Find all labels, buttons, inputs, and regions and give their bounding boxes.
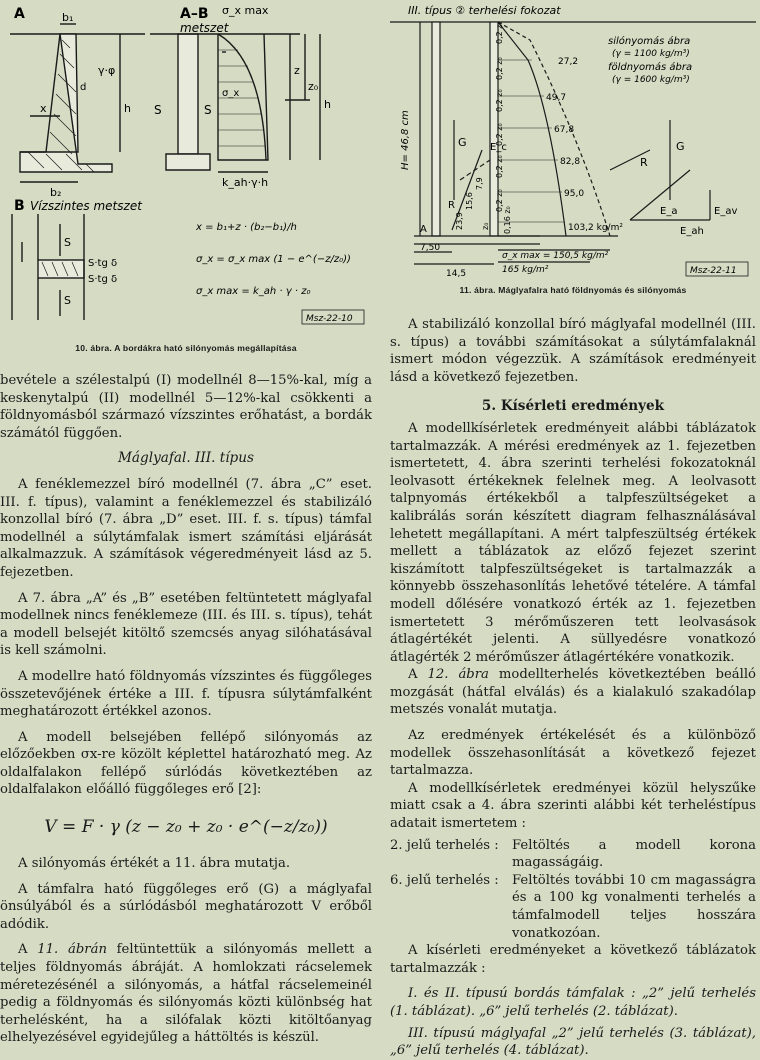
fig11-legend-fold: földnyomás ábra bbox=[608, 62, 693, 73]
fig10-label-stg2: S·tg δ bbox=[88, 274, 118, 285]
left-paragraph-3: A 7. ábra „A” és „B” esetében feltüntetett máglyafal modellnek nincs fenéklemeze (III. és III. s. típus), tehát a modell belsejét kitöltő szemcsés anyag silóhatásával is kell számolni. bbox=[0, 590, 372, 659]
p8-pre: A bbox=[18, 942, 38, 958]
fig11-legend-silo: silónyomás ábra bbox=[608, 36, 691, 47]
fig10-label-metszet: metszet bbox=[180, 21, 229, 35]
right-paragraph-2: A modellkísérletek eredményeit alábbi táblázatok tartalmazzák. A mérési eredmények az 1. fejezetben ismertetett, 4. ábra szerinti terhelési fokozatoknál leolvasott értékeknek felelnek meg. A leolvasott talpnyomás értékekből a talpfeszültségeket a kalibrálás során készített diagram felhasználásával lehetett megállapítani. A mért talpfeszültség értékek mellett a táblázatok az előző fejezet szerint kiszámított talpfeszültségeket is tartalmazzák a könnyebb összehasonlítás lehetővé tételére. A támfal modell dőlésére vonatkozó érték az 1. fejezetben ismertetett 3 mérőműszeren tett leolvasások átlagértékét jelenti. A süllyedésre vonatkozó átlagérték 2 mérőműszer átlagértékére vonatkozik. bbox=[390, 420, 756, 665]
fig11-z02-1: 0,2 z₀ bbox=[495, 21, 504, 44]
fig11-force-eav: E_av bbox=[714, 206, 738, 217]
left-column bbox=[0, 0, 372, 1047]
fig10-label-z0: z₀ bbox=[308, 80, 319, 93]
fig11-legend-silo-gamma: (γ = 1100 kg/m³) bbox=[612, 49, 690, 59]
fig11-value-4: 82,8 bbox=[560, 157, 581, 167]
fig11-depth-labels bbox=[455, 21, 512, 234]
fig11-value-2: 49,7 bbox=[546, 93, 567, 103]
fig10-label-a: A bbox=[14, 6, 25, 22]
definition-key: 6. jelű terhelés : bbox=[390, 872, 499, 888]
fig10-label-s4: S bbox=[64, 294, 71, 307]
p3-pre: A bbox=[408, 667, 428, 683]
right-paragraph-8: III. típusú máglyafal „2” jelű terhelés (3. táblázat), „6” jelű terhelés (4. táblázat). bbox=[390, 1025, 756, 1059]
fig11-force-r2: R bbox=[640, 156, 648, 169]
fig11-legend-fold-gamma: (γ = 1600 kg/m³) bbox=[612, 75, 690, 85]
fig10-eq3: σ_x max = k_ah · γ · z₀ bbox=[196, 286, 311, 297]
fig11-h-total: H= 46,8 cm bbox=[400, 110, 411, 170]
right-paragraph-4: Az eredmények értékelését és a különböző modellek összehasonlítását a következő fejezet tartalmazza. bbox=[390, 728, 756, 779]
fig11-z02-2: 0,2 z₀ bbox=[495, 57, 504, 80]
fig10-label-h: h bbox=[124, 102, 131, 115]
fig10-label-kah: k_ah·γ·h bbox=[222, 176, 269, 189]
left-paragraph-2: A fenéklemezzel bíró modellnél (7. ábra „C” eset. III. f. típus), valamint a fenéklemezzel és stabilizáló konzollal bíró (7. ábra „D” eset. III. f. s. típus) támfal modellnél a súlytámfalak ismert számítási eljárását alkalmazzuk. A számítások végeredményeit lásd az 5. fejezetben. bbox=[0, 476, 372, 580]
fig10-label-b: B bbox=[14, 198, 25, 214]
definition-value: Feltöltés a modell korona magasságáig. bbox=[512, 837, 756, 871]
fig10-label-vizszintes: Vízszintes metszet bbox=[30, 199, 142, 213]
right-paragraph-6: A kísérleti eredményeket a következő táblázatok tartalmazzák : bbox=[390, 943, 756, 976]
right-paragraph-5: A modellkísérletek eredményei közül helyszűke miatt csak a 4. ábra szerinti alábbi két terheléstípus adatait ismertetem : bbox=[390, 780, 756, 832]
fig11-title: III. típus ② terhelési fokozat bbox=[408, 4, 561, 17]
fig10-label-z: z bbox=[294, 64, 300, 77]
silo-formula: V = F · γ (z − z₀ + z₀ · e^(−z/z₀)) bbox=[44, 817, 328, 838]
fig10-label-x: x bbox=[40, 102, 47, 115]
fig10-label-sigma-xmax: σ_x max bbox=[222, 4, 269, 17]
left-paragraph-6: A silónyomás értékét a 11. ábra mutatja. bbox=[18, 856, 291, 872]
fig10-label-gamma-phi: γ·φ bbox=[98, 64, 116, 77]
fig11-value-5: 95,0 bbox=[564, 189, 585, 199]
definition-value: Feltöltés további 10 cm magasságra és a 100 kg vonalmenti terhelés a támfalmodell teljes hosszára vonatkozóan. bbox=[512, 872, 756, 941]
left-paragraph-1: bevétele a szélestalpú (I) modellnél 8—15%-kal, míg a keskenytalpú (II) modellnél 5—12%-kal csökkenti a földnyomásból származó vízszintes erőhatást, a bordák számától függően. bbox=[0, 373, 372, 441]
fig11-force-eah: E_ah bbox=[680, 226, 704, 237]
fig10-label-b1: b₁ bbox=[62, 11, 74, 24]
fig11-point-a: A bbox=[420, 224, 427, 235]
p3-post: modellterhelés következtében beálló mozgását (hátfal elválás) és a kialakuló szakadólap metszés vonalát mutatja. bbox=[390, 667, 756, 718]
fig11-z02-4: 0,2 z₀ bbox=[495, 123, 504, 146]
p8-post: feltüntettük a silónyomás mellett a teljes földnyomás ábráját. A homlokzati rácselemek méretezésénél a silónyomás, a hátfal rácselemeinél pedig a földnyomás és silónyomás közti különbség hat terhelésként, ha a silófalak közti kitöltőanyag elhelyezésével egyidejűleg a háttöltés is készül. bbox=[0, 942, 372, 1046]
figure-11-caption: 11. ábra. Máglyafalra ható földnyomás és silónyomás bbox=[459, 285, 687, 295]
fig11-stamp: Msz-22-11 bbox=[690, 266, 737, 276]
fig11-force-ea: E_a bbox=[660, 206, 678, 217]
fig11-force-r1: R bbox=[448, 200, 455, 211]
fig10-label-stg1: S·tg δ bbox=[88, 258, 118, 269]
figure-10 bbox=[0, 0, 372, 372]
fig10-label-s3: S bbox=[64, 236, 71, 249]
left-paragraph-7: A támfalra ható függőleges erő (G) a máglyafal önsúlyából és a súrlódásból meghatározott V erőből adódik. bbox=[0, 881, 372, 932]
fig11-value-7: 165 kg/m² bbox=[502, 265, 549, 275]
definition-row bbox=[390, 872, 756, 942]
right-heading: 5. Kísérleti eredmények bbox=[481, 398, 665, 415]
right-paragraph-1: A stabilizáló konzollal bíró máglyafal modellnél (III. s. típus) a további számításokat a súlytámfalaknál ismert módon végezzük. A számítások eredményeit lásd a következő fejezetben. bbox=[390, 317, 756, 385]
fig11-height-2: 15,6 bbox=[465, 192, 474, 210]
fig11-value-6: 103,2 kg/m² bbox=[568, 223, 623, 233]
definition-key: 2. jelű terhelés : bbox=[390, 837, 499, 853]
fig11-height-3: 23,9 bbox=[455, 212, 464, 230]
fig10-label-s1: S bbox=[154, 103, 162, 117]
fig11-force-g1: G bbox=[458, 136, 467, 149]
fig10-eq1: x = b₁+z · (b₂−b₁)/h bbox=[196, 222, 297, 233]
fig10-label-h2: h bbox=[324, 98, 331, 111]
fig11-z02-5: 0,2 z₀ bbox=[495, 155, 504, 178]
fig11-force-ec: E_c bbox=[490, 142, 507, 153]
p8-figure-ref: 11. ábrán bbox=[37, 942, 107, 958]
figure-11 bbox=[390, 0, 756, 316]
fig10-label-s2: S bbox=[204, 103, 212, 117]
fig11-sigma-max: σ_x max = 150,5 kg/m² bbox=[502, 251, 609, 261]
definition-row bbox=[390, 837, 756, 872]
load-definitions bbox=[390, 837, 756, 943]
fig10-label-sigma-x: σ_x bbox=[222, 88, 240, 99]
right-column bbox=[390, 0, 756, 1060]
fig11-value-1: 27,2 bbox=[558, 57, 579, 67]
figure-10-drawing bbox=[0, 0, 372, 352]
figure-10-caption: 10. ábra. A bordákra ható silónyomás megállapítása bbox=[75, 343, 297, 353]
left-paragraph-8 bbox=[0, 941, 372, 1047]
right-paragraph-3 bbox=[390, 666, 756, 719]
right-paragraph-7: I. és II. típusú bordás támfalak : „2” jelű terhelés (1. táblázat). „6” jelű terhelés (2. táblázat). bbox=[390, 986, 756, 1019]
fig11-z02-6: 0,2 z₀ bbox=[495, 189, 504, 212]
fig10-stamp: Msz-22-10 bbox=[306, 314, 353, 324]
left-paragraph-4: A modellre ható földnyomás vízszintes és függőleges összetevőjének értéke a III. f. típusra súlytámfalként meghatározott értékkel azonos. bbox=[0, 668, 372, 720]
fig10-eq2: σ_x = σ_x max (1 − e^(−z/z₀)) bbox=[196, 254, 351, 265]
fig11-dim-750: 7,50 bbox=[420, 243, 441, 253]
fig11-dim-145: 14,5 bbox=[446, 269, 467, 279]
left-heading: Máglyafal. III. típus bbox=[118, 450, 254, 467]
p3-figure-ref: 12. ábra bbox=[427, 667, 489, 683]
fig11-z0: z₀ bbox=[481, 222, 490, 230]
fig10-label-ab: A–B bbox=[180, 6, 209, 22]
fig11-value-3: 67,8 bbox=[554, 125, 575, 135]
left-paragraph-5: A modell belsejében fellépő silónyomás az előzőekben σx-re közölt képlettel határozható meg. Az oldalfalakon fellépő súrlódás következtében az oldalfalakon előálló függőleges erő [2]: bbox=[0, 729, 372, 798]
fig11-height-1: 7,9 bbox=[475, 177, 484, 190]
fig11-z016: 0,16 z₀ bbox=[503, 206, 512, 234]
fig11-force-g2: G bbox=[676, 140, 685, 153]
fig10-label-dz: d bbox=[80, 82, 87, 93]
fig10-label-b2: b₂ bbox=[50, 186, 62, 199]
figure-11-drawing bbox=[390, 0, 756, 296]
fig11-z02-3: 0,2 z₀ bbox=[495, 89, 504, 112]
